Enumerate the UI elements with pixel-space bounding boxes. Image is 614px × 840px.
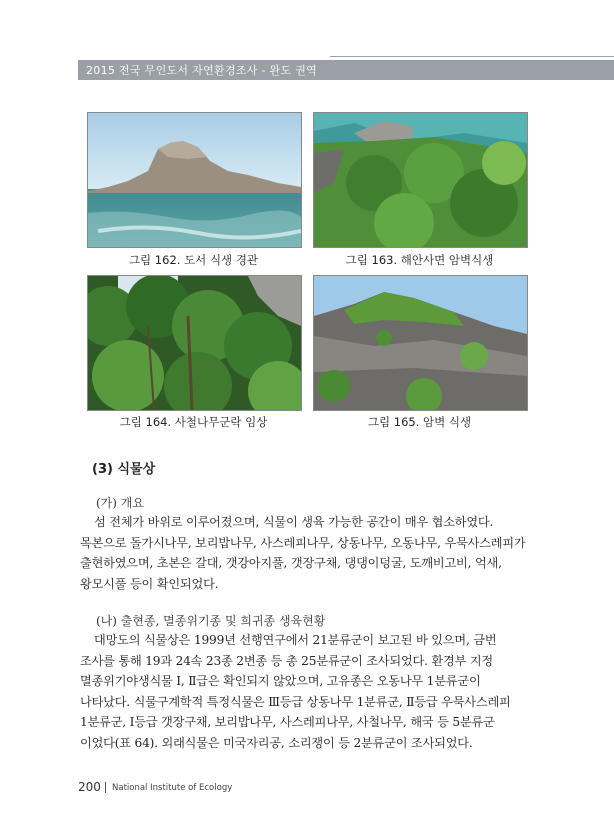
euonymus-community-image xyxy=(88,276,301,410)
footer-institute: National Institute of Ecology xyxy=(112,783,233,793)
coastal-cliff-image xyxy=(314,113,527,247)
text-line: 멸종위기야생식물 Ⅰ, Ⅱ급은 확인되지 않았으며, 고유종은 오동나무 1분류군이 xyxy=(80,674,481,688)
text-line: 이었다(표 64). 외래식물은 미국자리공, 소리쟁이 등 2분류군이 조사되었다. xyxy=(80,735,473,750)
figure-caption: 그림 164. 사철나무군락 임상 xyxy=(119,415,268,429)
photo-island-landscape xyxy=(87,112,302,248)
header-rule xyxy=(330,56,614,57)
text-line: 조사를 통해 19과 24속 23종 2변종 등 총 25분류군이 조사되었다. 환경부 지정 xyxy=(80,653,493,668)
text-line: 출현하였으며, 초본은 갈대, 갯강아지풀, 갯장구채, 댕댕이덩굴, 도깨비고비, 억새, xyxy=(80,556,502,570)
page-number: 200 xyxy=(78,780,101,794)
island-landscape-image xyxy=(88,113,301,247)
section-title: (3) 식물상 xyxy=(92,462,156,477)
figure-caption: 그림 162. 도서 식생 경관 xyxy=(128,253,259,267)
footer-separator xyxy=(105,782,106,793)
subsection-heading: (가) 개요 xyxy=(96,496,144,510)
paragraph-overview xyxy=(80,512,532,594)
subsection-heading: (나) 출현종, 멸종위기종 및 희귀종 생육현황 xyxy=(96,614,326,628)
figure-caption: 그림 163. 해안사면 암벽식생 xyxy=(345,253,494,267)
text-line: 섬 전체가 바위로 이루어졌으며, 식물이 생육 가능한 공간이 매우 협소하였다. xyxy=(94,515,494,529)
figure-caption: 그림 165. 암벽 식생 xyxy=(367,415,472,429)
cliff-vegetation-image xyxy=(314,276,527,410)
running-header: 2015 전국 무인도서 자연환경조사 - 완도 권역 xyxy=(86,64,318,77)
photo-cliff-vegetation xyxy=(313,275,528,411)
paragraph-species-status xyxy=(80,630,532,753)
text-line: 목본으로 돌가시나무, 보리밥나무, 사스레피나무, 상동나무, 오동나무, 우묵사스레피가 xyxy=(80,535,526,550)
photo-coastal-cliff-vegetation xyxy=(313,112,528,248)
text-line: 왕모시풀 등이 확인되었다. xyxy=(80,576,219,591)
photo-euonymus-community xyxy=(87,275,302,411)
text-line: 대망도의 식물상은 1999년 선행연구에서 21분류군이 보고된 바 있으며, 금번 xyxy=(94,633,497,647)
text-line: 1분류군, Ⅰ등급 갯장구채, 보리밥나무, 사스레피나무, 사철나무, 해국 등 5분류군 xyxy=(80,715,495,729)
text-line: 나타났다. 식물구계학적 특정식물은 Ⅲ등급 상동나무 1분류군, Ⅱ등급 우묵사스레피 xyxy=(80,694,511,709)
